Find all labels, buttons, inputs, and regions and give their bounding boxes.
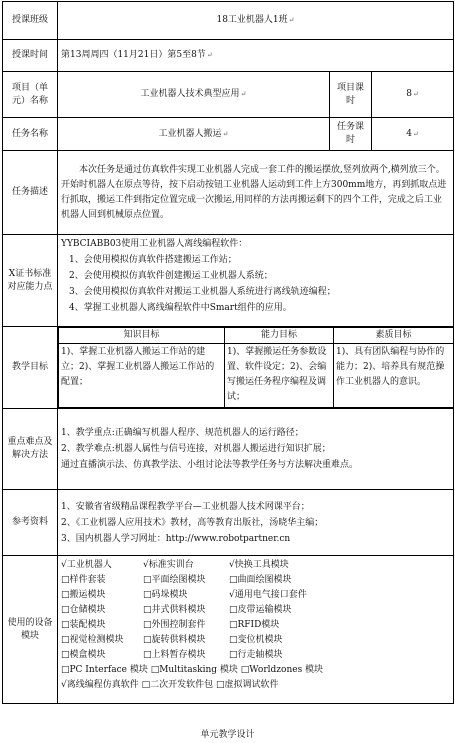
refs-items [58,490,454,556]
equip-cell [58,556,454,704]
project-label: 项目（单元）名称 [3,72,58,118]
ability-header: 能力目标 [225,328,334,344]
cert-item: 2、会使用模拟仿真软件创建搬运工业机器人系统； [69,271,273,281]
row-goals [3,327,454,409]
knowledge-header: 知识目标 [59,328,225,344]
cert-item: 3、会使用模拟仿真软件对搬运工业机器人系统进行离线轨迹编程； [69,287,336,297]
cert-item: 4、掌握工业机器人离线编程软件中Smart组件的应用。 [69,303,292,313]
return-mark-icon: ↵ [288,16,295,24]
lesson-plan-table [2,1,454,704]
return-mark-icon: ↵ [206,51,213,59]
equip-item: □变位机模块 [229,635,283,645]
row-task [3,118,454,151]
equip-item: □视觉检测模块 [61,635,124,645]
row-description [3,151,454,235]
time-label: 授课时间 [3,40,58,72]
row-keypoints [3,409,454,490]
project-value: 工业机器人技术典型应用↵ [58,72,330,118]
goals-table [58,327,454,408]
equip-item: √通用电气接口套件 [229,590,307,600]
task-label: 任务名称 [3,118,58,151]
keypoint-item: 2、教学难点:机器人属性与信号连接，对机器人搬运进行知识扩展； [61,444,331,454]
equip-item: □平面绘图模块 [143,575,206,585]
equip-item: □样件套装 [61,575,106,585]
row-refs [3,490,454,556]
task-value: 工业机器人搬运↵ [58,118,330,151]
ref-item: 3、国内机器人学习网址：http://www.robotpartner.cn [61,533,291,544]
cert-label: X证书标准对应能力点 [3,235,58,327]
equip-item: □外围控制套件 [143,620,206,630]
keypoint-item: 1、教学重点:正确编写机器人程序、规范机器人的运行路径； [61,428,304,438]
return-mark-icon: ↵ [240,90,247,98]
row-time [3,40,454,72]
keypoints-items [58,409,454,490]
ref-item: 2、《工业机器人应用技术》教材，高等教育出版社，汤晓华主编； [61,517,324,528]
equip-item: □仓储模块 [61,605,106,615]
equip-item: □上料暂存模块 [143,650,206,660]
equip-item: □码垛模块 [143,590,188,600]
row-equipment [3,556,454,704]
desc-label: 任务描述 [3,151,58,235]
task-hours-label: 任务课时 [330,118,372,151]
equip-item: √工业机器人 [61,560,112,570]
desc-text: 本次任务是通过仿真软件实现工业机器人完成一套工件的搬运摆放,竖列放两个,横列放三个。开始时机器人在原点等待，按下启动按钮工业机器人运动到工件上方300mm地方，再到抓取点进行抓取，搬运工件到指定位置完成一次搬运,用同样的方法再搬运剩下的四个工件，完成之后工业机器人回到机械原点位置。 [58,151,454,235]
knowledge-text: 1)、掌握工业机器人搬运工作站的建立；2)、掌握工业机器人搬运工作站的配置； [59,344,225,408]
equip-item: □旋转供料模块 [143,635,206,645]
time-value: 第13周周四（11月21日）第5至8节↵ [58,40,454,72]
equip-row-offline: √离线编程仿真软件 □二次开发软件包 □虚拟调试软件 [61,680,279,690]
equip-item: □井式供料模块 [143,605,206,615]
quality-text: 1)、具有团队编程与协作的能力；2)、培养具有规范操作工业机器人的意识。 [334,344,454,408]
equip-item: □装配模块 [61,620,106,630]
equip-item: □搬运模块 [61,590,106,600]
row-class [3,2,454,40]
equip-item: □行走轴模块 [229,650,283,660]
return-mark-icon: ↵ [412,90,419,98]
project-hours-label: 项目课时 [330,72,372,118]
cert-items [58,235,454,327]
equip-item: □模盒模块 [61,650,106,660]
equip-item: □RFID模块 [229,620,280,630]
ref-item: 1、安徽省省级精品课程教学平台—工业机器人技术网课平台； [61,501,310,512]
class-label: 授课班级 [3,2,58,40]
task-hours-value: 4↵ [372,118,454,151]
project-hours-value: 8↵ [372,72,454,118]
equip-item: √快换工具模块 [229,560,289,570]
equip-grid [61,559,450,662]
cert-item: 1、会使用模拟仿真软件搭建搬运工作站； [69,255,237,265]
refs-label: 参考资料 [3,490,58,556]
row-cert [3,235,454,327]
keypoints-label: 重点难点及解决方法 [3,409,58,490]
page-footer: 单元教学设计 [200,730,255,740]
row-project [3,72,454,118]
equip-item: □皮带运输模块 [229,605,292,615]
quality-header: 素质目标 [334,328,454,344]
equip-item: √标准实训台 [143,560,194,570]
equip-row-software: □PC Interface 模块 □Multitasking 模块 □Worldzones 模块 [61,665,324,675]
keypoint-item: 通过直播演示法、仿真教学法、小组讨论法等教学任务与方法解决重难点。 [61,460,359,470]
cert-item: YYBCIABB03使用工业机器人离线编程软件： [61,239,248,249]
equip-label: 使用的设备模块 [3,556,58,704]
ability-text: 1)、掌握搬运任务参数设置、软件设定；2)、会编写搬运任务程序编程及调试； [225,344,334,408]
goals-cell [58,327,454,409]
return-mark-icon: ↵ [222,129,229,138]
equip-item: □曲面绘图模块 [229,575,292,585]
class-value: 18工业机器人1班↵ [58,2,454,40]
return-mark-icon: ↵ [412,129,419,138]
goals-label: 教学目标 [3,327,58,409]
